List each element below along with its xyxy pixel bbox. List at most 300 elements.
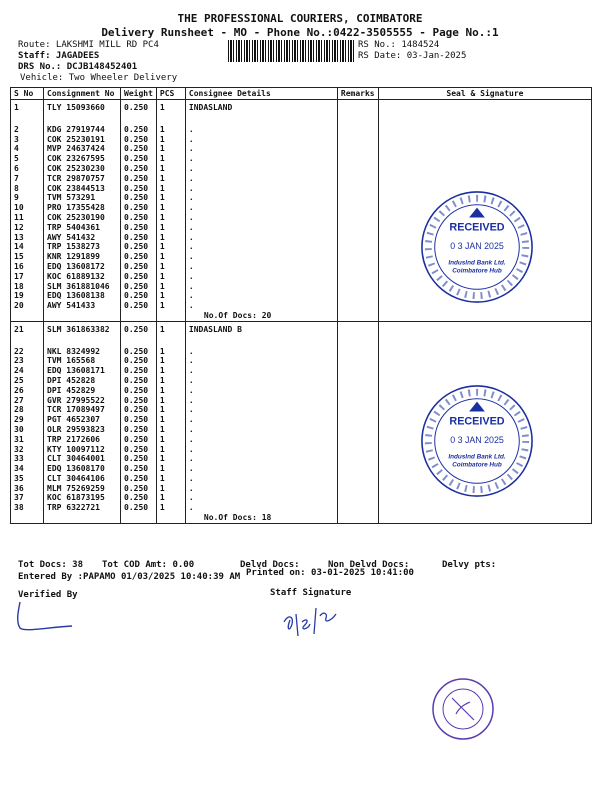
cell-pcs: 1 [156, 474, 185, 484]
spacer-cell [378, 337, 591, 347]
cell-weight: 0.250 [121, 242, 157, 252]
cell-sno: 22 [11, 347, 44, 357]
cell-consignee-details: . [185, 301, 337, 311]
spacer-cell [337, 337, 378, 347]
cell-sno: 28 [11, 405, 44, 415]
cell-pcs: 1 [156, 415, 185, 425]
cell-sno: 12 [11, 223, 44, 233]
cell-pcs: 1 [156, 464, 185, 474]
delivered-docs: Delvd Docs: [240, 560, 300, 570]
cell-consignment-no: PGT 4652307 [44, 415, 121, 425]
printed-on: Printed on: 03-01-2025 10:41:00 [246, 568, 414, 578]
cell-consignment-no: KTY 10097112 [44, 445, 121, 455]
cell-remarks [337, 366, 378, 376]
cell-consignee-details: . [185, 252, 337, 262]
cell-weight: 0.250 [121, 503, 157, 513]
received-stamp-2 [418, 382, 536, 500]
cell-consignment-no: OLR 29593823 [44, 425, 121, 435]
cell-remarks [337, 425, 378, 435]
cell-consignment-no: EDQ 13608172 [44, 262, 121, 272]
cell-seal-signature [378, 174, 591, 184]
spacer-cell [121, 115, 157, 125]
spacer-cell [44, 513, 121, 523]
cell-consignment-no: TRP 6322721 [44, 503, 121, 513]
cell-seal-signature [378, 356, 591, 366]
cell-sno: 16 [11, 262, 44, 272]
cell-remarks [337, 272, 378, 282]
cell-weight: 0.250 [121, 203, 157, 213]
company-name: THE PROFESSIONAL COURIERS, COIMBATORE [177, 12, 423, 25]
cell-consignee-details: . [185, 144, 337, 154]
cell-weight: 0.250 [121, 184, 157, 194]
cell-weight: 0.250 [121, 464, 157, 474]
cell-sno: 35 [11, 474, 44, 484]
cell-seal-signature [378, 164, 591, 174]
cell-weight: 0.250 [121, 282, 157, 292]
cell-consignee-details: . [185, 503, 337, 513]
cell-sno: 8 [11, 184, 44, 194]
cell-weight: 0.250 [121, 435, 157, 445]
cell-consignment-no: KDG 27919744 [44, 125, 121, 135]
cell-sno: 26 [11, 386, 44, 396]
cell-sno: 19 [11, 291, 44, 301]
docs-count: No.Of Docs: 18 [185, 513, 337, 523]
stamp-bank: IndusInd Bank Ltd. [448, 453, 506, 461]
cell-consignee-details: . [185, 415, 337, 425]
stamp-hub: Coimbatore Hub [452, 461, 502, 469]
cell-sno: 32 [11, 445, 44, 455]
cell-consignee-details: . [185, 493, 337, 503]
cell-consignment-no: TVM 165568 [44, 356, 121, 366]
cell-remarks [337, 435, 378, 445]
cell-consignee-details: . [185, 154, 337, 164]
col-header-consignment: Consignment No [44, 88, 121, 100]
cell-weight: 0.250 [121, 154, 157, 164]
cell-consignment-no: TLY 15093660 [44, 100, 121, 116]
cell-consignment-no: KOC 61873195 [44, 493, 121, 503]
cell-weight: 0.250 [121, 474, 157, 484]
cell-remarks [337, 291, 378, 301]
cell-remarks [337, 484, 378, 494]
cell-consignment-no: CLT 30464106 [44, 474, 121, 484]
stamp-date: 0 3 JAN 2025 [450, 434, 504, 445]
cell-sno: 14 [11, 242, 44, 252]
barcode-image [228, 40, 354, 62]
cell-remarks [337, 415, 378, 425]
cell-consignment-no: AWY 541432 [44, 233, 121, 243]
total-docs: Tot Docs: 38 [18, 560, 84, 570]
cell-consignment-no: TCR 29870757 [44, 174, 121, 184]
cell-consignee-details: INDASLAND B [185, 321, 337, 337]
cell-consignment-no: GVR 27995522 [44, 396, 121, 406]
cell-weight: 0.250 [121, 396, 157, 406]
cell-consignee-details: . [185, 203, 337, 213]
cell-pcs: 1 [156, 503, 185, 513]
cell-sno: 13 [11, 233, 44, 243]
cell-pcs: 1 [156, 262, 185, 272]
cell-weight: 0.250 [121, 347, 157, 357]
cell-pcs: 1 [156, 125, 185, 135]
cell-consignment-no: TRP 1538273 [44, 242, 121, 252]
cell-pcs: 1 [156, 301, 185, 311]
cell-remarks [337, 184, 378, 194]
cell-pcs: 1 [156, 154, 185, 164]
cell-sno: 4 [11, 144, 44, 154]
cell-weight: 0.250 [121, 386, 157, 396]
cell-weight: 0.250 [121, 100, 157, 116]
cell-seal-signature [378, 503, 591, 513]
cell-remarks [337, 223, 378, 233]
cell-remarks [337, 376, 378, 386]
table-header-row [11, 88, 592, 100]
cell-consignee-details: . [185, 356, 337, 366]
cell-weight: 0.250 [121, 174, 157, 184]
verifier-signature [12, 598, 102, 638]
cell-sno: 15 [11, 252, 44, 262]
delivery-points: Delvy pts: [442, 560, 497, 570]
cell-remarks [337, 386, 378, 396]
table-row [11, 356, 592, 366]
stamp-received-text: RECEIVED [449, 415, 505, 428]
cell-consignee-details: . [185, 484, 337, 494]
cell-pcs: 1 [156, 386, 185, 396]
cell-pcs: 1 [156, 425, 185, 435]
spacer-cell [11, 311, 44, 321]
table-row [11, 321, 592, 337]
cell-pcs: 1 [156, 445, 185, 455]
cell-consignment-no: TRP 2172606 [44, 435, 121, 445]
company-seal [430, 676, 496, 742]
cell-pcs: 1 [156, 203, 185, 213]
cell-seal-signature [378, 125, 591, 135]
cell-consignee-details: . [185, 376, 337, 386]
received-stamp-1 [418, 188, 536, 306]
docs-count: No.Of Docs: 20 [185, 311, 337, 321]
cell-consignment-no: TRP 5404361 [44, 223, 121, 233]
cell-sno: 38 [11, 503, 44, 513]
cell-consignment-no: KOC 61889132 [44, 272, 121, 282]
cell-pcs: 1 [156, 493, 185, 503]
col-header-remarks: Remarks [337, 88, 378, 100]
cell-consignment-no: SLM 361863382 [44, 321, 121, 337]
cell-pcs: 1 [156, 174, 185, 184]
cell-remarks [337, 262, 378, 272]
stamp-hub: Coimbatore Hub [452, 267, 502, 275]
cell-weight: 0.250 [121, 484, 157, 494]
cell-remarks [337, 100, 378, 116]
cell-remarks [337, 144, 378, 154]
cell-pcs: 1 [156, 376, 185, 386]
row-spacer [11, 115, 592, 125]
cell-weight: 0.250 [121, 366, 157, 376]
cell-remarks [337, 405, 378, 415]
cell-pcs: 1 [156, 144, 185, 154]
cell-sno: 3 [11, 135, 44, 145]
cell-sno: 11 [11, 213, 44, 223]
spacer-cell [185, 115, 337, 125]
spacer-cell [378, 115, 591, 125]
cell-pcs: 1 [156, 454, 185, 464]
cell-consignee-details: . [185, 396, 337, 406]
cell-sno: 2 [11, 125, 44, 135]
cell-pcs: 1 [156, 396, 185, 406]
cell-weight: 0.250 [121, 415, 157, 425]
cell-weight: 0.250 [121, 262, 157, 272]
table-row [11, 347, 592, 357]
cell-consignment-no: MVP 24637424 [44, 144, 121, 154]
cell-sno: 21 [11, 321, 44, 337]
spacer-cell [156, 311, 185, 321]
cell-consignee-details: . [185, 174, 337, 184]
cell-pcs: 1 [156, 356, 185, 366]
cell-weight: 0.250 [121, 164, 157, 174]
cell-consignee-details: . [185, 291, 337, 301]
cell-pcs: 1 [156, 366, 185, 376]
cell-consignee-details: . [185, 454, 337, 464]
cell-remarks [337, 347, 378, 357]
drs-number: DRS No.: DCJB148452401 [18, 62, 138, 72]
table-row [11, 125, 592, 135]
cell-pcs: 1 [156, 484, 185, 494]
cell-pcs: 1 [156, 282, 185, 292]
cell-consignee-details: . [185, 464, 337, 474]
cell-consignee-details: . [185, 184, 337, 194]
cell-remarks [337, 252, 378, 262]
cell-remarks [337, 213, 378, 223]
cell-pcs: 1 [156, 184, 185, 194]
cell-pcs: 1 [156, 135, 185, 145]
cell-consignment-no: TVM 573291 [44, 193, 121, 203]
cell-weight: 0.250 [121, 425, 157, 435]
cell-remarks [337, 356, 378, 366]
docs-count-row [11, 513, 592, 523]
cell-sno: 36 [11, 484, 44, 494]
cell-sno: 23 [11, 356, 44, 366]
cell-seal-signature [378, 100, 591, 116]
table-row [11, 135, 592, 145]
cell-consignee-details: . [185, 242, 337, 252]
cell-remarks [337, 125, 378, 135]
table-row [11, 144, 592, 154]
cell-weight: 0.250 [121, 321, 157, 337]
cell-pcs: 1 [156, 164, 185, 174]
cell-remarks [337, 154, 378, 164]
cell-weight: 0.250 [121, 252, 157, 262]
cell-consignee-details: . [185, 164, 337, 174]
spacer-cell [11, 115, 44, 125]
cell-sno: 6 [11, 164, 44, 174]
cell-sno: 37 [11, 493, 44, 503]
cell-weight: 0.250 [121, 493, 157, 503]
staff-label: Staff: JAGADEES [18, 51, 100, 61]
table-row [11, 174, 592, 184]
cell-consignment-no: CLT 30464001 [44, 454, 121, 464]
spacer-cell [44, 311, 121, 321]
cell-pcs: 1 [156, 223, 185, 233]
cell-consignment-no: TCR 17089497 [44, 405, 121, 415]
cell-sno: 20 [11, 301, 44, 311]
cell-consignment-no: COK 23844513 [44, 184, 121, 194]
cell-pcs: 1 [156, 272, 185, 282]
verified-by-label: Verified By [18, 590, 78, 600]
col-header-consignee: Consignee Details [185, 88, 337, 100]
cell-consignee-details: . [185, 405, 337, 415]
rs-date: RS Date: 03-Jan-2025 [358, 51, 467, 61]
cell-remarks [337, 282, 378, 292]
cell-pcs: 1 [156, 252, 185, 262]
spacer-cell [156, 337, 185, 347]
cell-consignee-details: . [185, 282, 337, 292]
stamp-bank: IndusInd Bank Ltd. [448, 259, 506, 267]
cell-consignment-no: COK 25230191 [44, 135, 121, 145]
cell-consignee-details: . [185, 223, 337, 233]
cell-sno: 33 [11, 454, 44, 464]
cell-weight: 0.250 [121, 272, 157, 282]
cell-consignee-details: . [185, 262, 337, 272]
table-row [11, 100, 592, 116]
cell-sno: 34 [11, 464, 44, 474]
cell-sno: 9 [11, 193, 44, 203]
cell-consignee-details: . [185, 233, 337, 243]
cell-pcs: 1 [156, 213, 185, 223]
table-row [11, 366, 592, 376]
cell-weight: 0.250 [121, 213, 157, 223]
cell-sno: 27 [11, 396, 44, 406]
cell-pcs: 1 [156, 291, 185, 301]
stamp-date: 0 3 JAN 2025 [450, 240, 504, 251]
cell-sno: 31 [11, 435, 44, 445]
cell-consignment-no: KNR 1291899 [44, 252, 121, 262]
cell-weight: 0.250 [121, 144, 157, 154]
cell-sno: 7 [11, 174, 44, 184]
col-header-weight: Weight [121, 88, 157, 100]
cell-consignee-details: . [185, 435, 337, 445]
non-delivered-docs: Non Delvd Docs: [328, 560, 410, 570]
cell-consignee-details: . [185, 213, 337, 223]
cell-consignment-no: COK 25230190 [44, 213, 121, 223]
cell-weight: 0.250 [121, 454, 157, 464]
cell-remarks [337, 174, 378, 184]
cell-weight: 0.250 [121, 445, 157, 455]
cell-consignment-no: AWY 541433 [44, 301, 121, 311]
cell-consignment-no: MLM 75269259 [44, 484, 121, 494]
cell-consignment-no: COK 25230230 [44, 164, 121, 174]
cell-consignee-details: . [185, 425, 337, 435]
cell-consignee-details: . [185, 445, 337, 455]
docs-count-row [11, 311, 592, 321]
cell-weight: 0.250 [121, 356, 157, 366]
total-cod-amount: Tot COD Amt: 0.00 [102, 560, 195, 570]
cell-seal-signature [378, 154, 591, 164]
cell-consignment-no: DPI 452828 [44, 376, 121, 386]
entered-by: Entered By :PAPAMO 01/03/2025 10:40:39 AM [18, 572, 241, 582]
cell-consignee-details: . [185, 135, 337, 145]
cell-weight: 0.250 [121, 125, 157, 135]
cell-weight: 0.250 [121, 376, 157, 386]
cell-weight: 0.250 [121, 405, 157, 415]
cell-consignee-details: . [185, 366, 337, 376]
route-label: Route: LAKSHMI MILL RD PC4 [18, 40, 159, 50]
cell-sno: 17 [11, 272, 44, 282]
cell-sno: 30 [11, 425, 44, 435]
spacer-cell [337, 115, 378, 125]
col-header-pcs: PCS [156, 88, 185, 100]
stamp-received-text: RECEIVED [449, 221, 505, 234]
row-spacer [11, 337, 592, 347]
cell-remarks [337, 503, 378, 513]
cell-seal-signature [378, 366, 591, 376]
cell-consignee-details: . [185, 386, 337, 396]
spacer-cell [378, 513, 591, 523]
cell-remarks [337, 193, 378, 203]
cell-seal-signature [378, 347, 591, 357]
cell-sno: 24 [11, 366, 44, 376]
cell-remarks [337, 454, 378, 464]
cell-consignment-no: NKL 8324992 [44, 347, 121, 357]
cell-remarks [337, 493, 378, 503]
col-header-seal: Seal & Signature [378, 88, 591, 100]
cell-remarks [337, 474, 378, 484]
cell-consignee-details: . [185, 125, 337, 135]
cell-pcs: 1 [156, 321, 185, 337]
runsheet-title: Delivery Runsheet - MO - Phone No.:0422-3505555 - Page No.:1 [101, 26, 499, 39]
staff-signature [280, 604, 360, 640]
spacer-cell [11, 337, 44, 347]
cell-remarks [337, 301, 378, 311]
cell-weight: 0.250 [121, 233, 157, 243]
cell-sno: 18 [11, 282, 44, 292]
cell-consignee-details: . [185, 474, 337, 484]
cell-consignment-no: EDQ 13608171 [44, 366, 121, 376]
cell-pcs: 1 [156, 435, 185, 445]
cell-consignment-no: EDQ 13608138 [44, 291, 121, 301]
col-header-sno: S No [11, 88, 44, 100]
cell-sno: 10 [11, 203, 44, 213]
cell-remarks [337, 396, 378, 406]
cell-seal-signature [378, 144, 591, 154]
cell-remarks [337, 242, 378, 252]
cell-consignee-details: INDASLAND [185, 100, 337, 116]
cell-remarks [337, 464, 378, 474]
cell-sno: 1 [11, 100, 44, 116]
spacer-cell [337, 513, 378, 523]
cell-sno: 5 [11, 154, 44, 164]
cell-pcs: 1 [156, 347, 185, 357]
cell-remarks [337, 164, 378, 174]
cell-pcs: 1 [156, 193, 185, 203]
cell-sno: 29 [11, 415, 44, 425]
cell-pcs: 1 [156, 233, 185, 243]
cell-seal-signature [378, 135, 591, 145]
cell-consignee-details: . [185, 193, 337, 203]
cell-remarks [337, 135, 378, 145]
cell-weight: 0.250 [121, 291, 157, 301]
cell-consignment-no: DPI 452829 [44, 386, 121, 396]
spacer-cell [185, 337, 337, 347]
cell-consignment-no: EDQ 13608170 [44, 464, 121, 474]
spacer-cell [337, 311, 378, 321]
cell-remarks [337, 203, 378, 213]
cell-consignee-details: . [185, 347, 337, 357]
spacer-cell [156, 115, 185, 125]
cell-remarks [337, 233, 378, 243]
cell-pcs: 1 [156, 100, 185, 116]
cell-remarks [337, 445, 378, 455]
vehicle-label: Vehicle: Two Wheeler Delivery [20, 73, 178, 83]
cell-weight: 0.250 [121, 135, 157, 145]
spacer-cell [44, 115, 121, 125]
cell-sno: 25 [11, 376, 44, 386]
